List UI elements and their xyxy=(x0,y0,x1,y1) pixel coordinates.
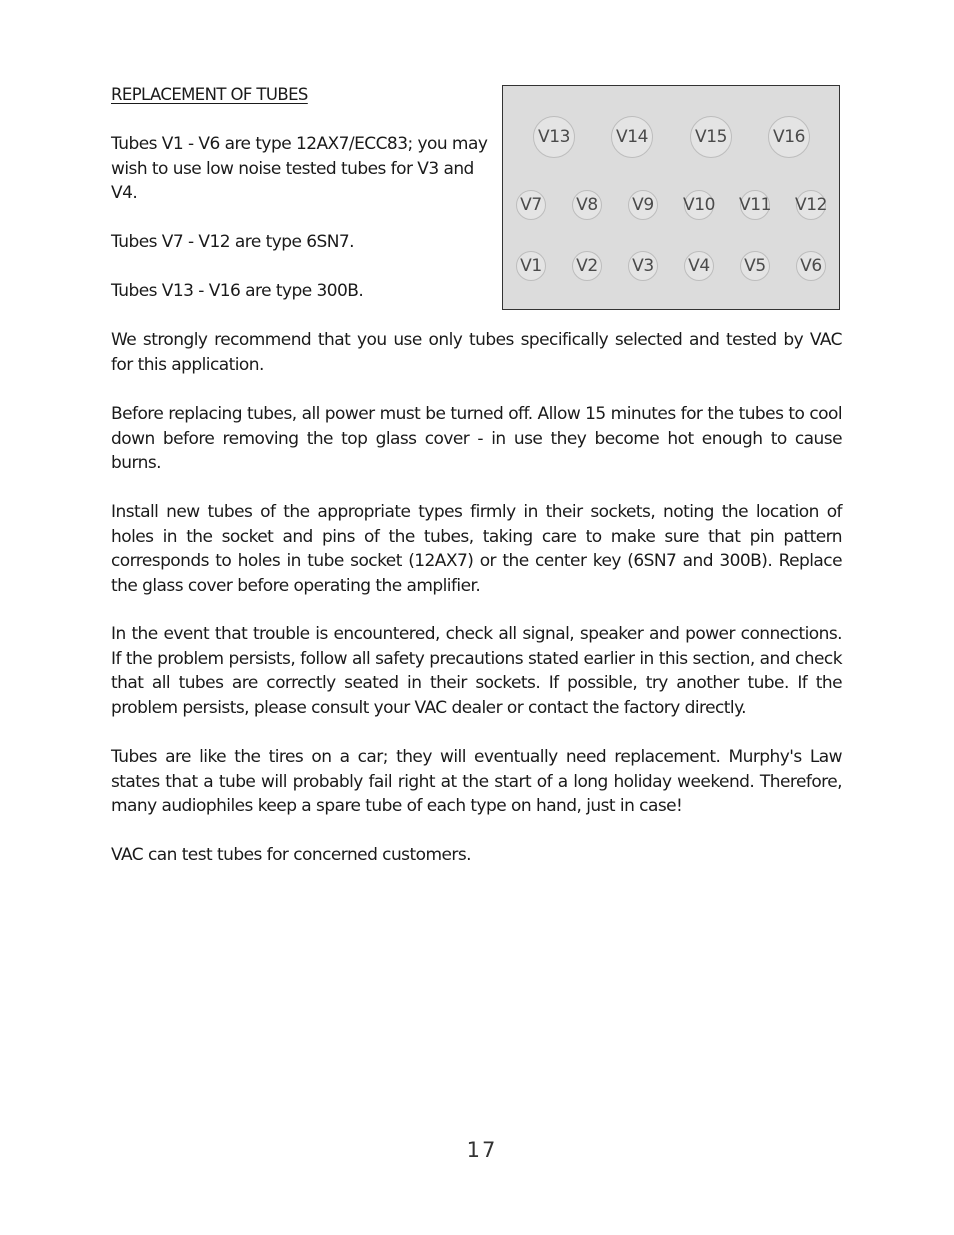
paragraph-spare-tubes: Tubes are like the tires on a car; they will eventually need replacement. Murphy's Law states that a tube will probably fail right at the start of a long holiday weekend. Therefore, many audiophiles keep a spare tube of each type on hand, just in case! xyxy=(111,747,842,816)
tube-v5: V5 xyxy=(740,251,770,281)
tube-v8: V8 xyxy=(572,190,602,220)
tube-v2: V2 xyxy=(572,251,602,281)
tube-v13: V13 xyxy=(533,116,575,158)
paragraph-troubleshooting: In the event that trouble is encountered, check all signal, speaker and power connections. If the problem persists, follow all safety precautions stated earlier in this section, and check that all tubes are correctly seated in their sockets. If possible, try another tube. If the problem persists, please consult your VAC dealer or contact the factory directly. xyxy=(111,624,842,718)
tube-v3: V3 xyxy=(628,251,658,281)
tube-v11: V11 xyxy=(740,190,770,220)
tube-v12: V12 xyxy=(796,190,826,220)
intro-paragraph-300b: Tubes V13 - V16 are type 300B. xyxy=(111,281,364,301)
tube-v4: V4 xyxy=(684,251,714,281)
tube-v6: V6 xyxy=(796,251,826,281)
tube-v14: V14 xyxy=(611,116,653,158)
paragraph-testing: VAC can test tubes for concerned customers. xyxy=(111,845,471,865)
paragraph-power-off: Before replacing tubes, all power must be turned off. Allow 15 minutes for the tubes to cool down before removing the top glass cover - in use they become hot enough to cause burns. xyxy=(111,404,842,473)
tube-v1: V1 xyxy=(516,251,546,281)
tube-v16: V16 xyxy=(768,116,810,158)
paragraph-recommendation: We strongly recommend that you use only tubes specifically selected and tested by VAC for this application. xyxy=(111,330,842,375)
tube-v9: V9 xyxy=(628,190,658,220)
page-number: 17 xyxy=(466,1138,498,1162)
tube-v10: V10 xyxy=(684,190,714,220)
tube-v15: V15 xyxy=(690,116,732,158)
intro-paragraph-6sn7: Tubes V7 - V12 are type 6SN7. xyxy=(111,232,355,252)
intro-paragraph-12ax7: Tubes V1 - V6 are type 12AX7/ECC83; you may wish to use low noise tested tubes for V3 and V4. xyxy=(111,134,488,203)
tube-v7: V7 xyxy=(516,190,546,220)
paragraph-install: Install new tubes of the appropriate types firmly in their sockets, noting the location of holes in the socket and pins of the tubes, taking care to make sure that pin pattern corresponds to holes in tube socket (12AX7) or the center key (6SN7 and 300B). Replace the glass cover before operating the amplifier. xyxy=(111,502,842,596)
section-heading: REPLACEMENT OF TUBES xyxy=(111,85,308,104)
tube-layout-diagram xyxy=(502,85,840,310)
